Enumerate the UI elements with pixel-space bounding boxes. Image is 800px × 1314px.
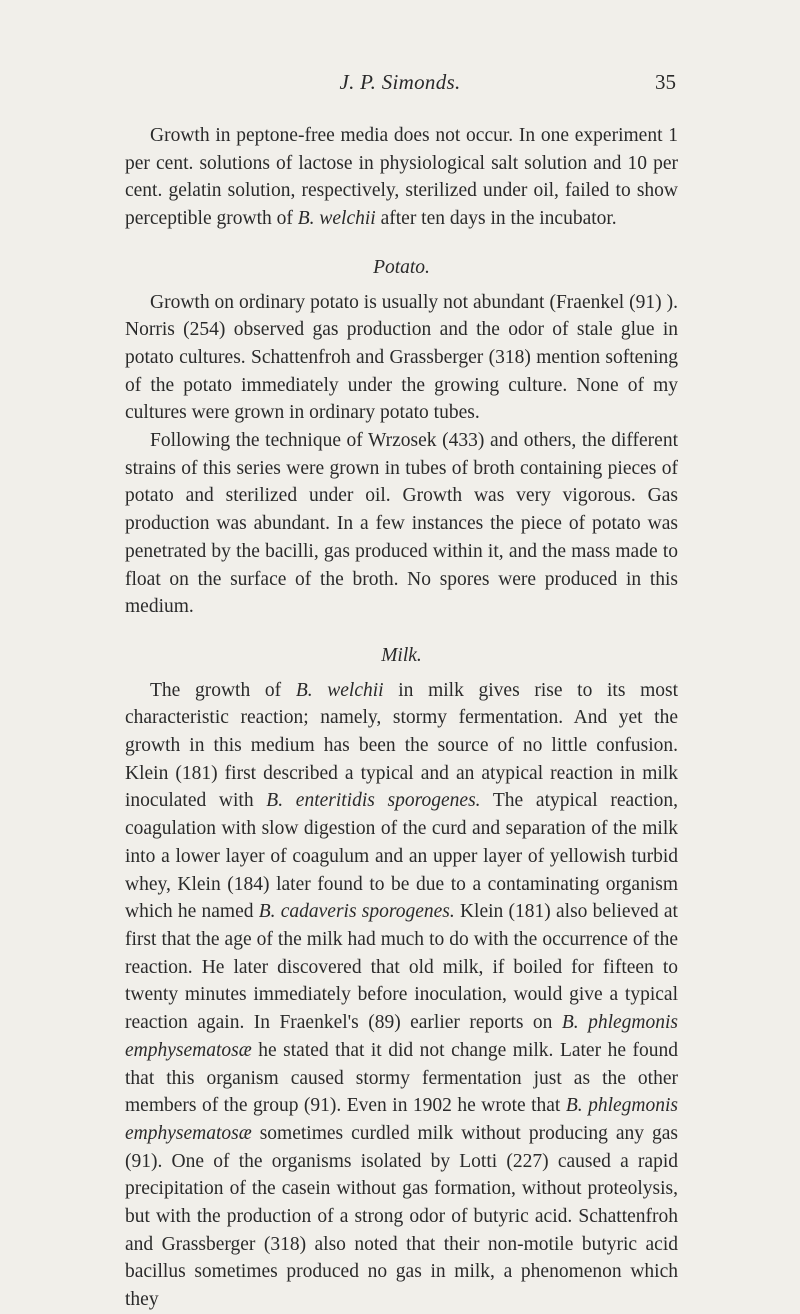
paragraph-text: The growth of <box>150 679 296 701</box>
running-header <box>124 70 676 102</box>
section-heading-potato: Potato. <box>373 256 430 278</box>
species-name: B. phlegmonis emphysematosæ <box>125 1095 678 1144</box>
paragraph-text: after ten days in the incubator. <box>375 208 617 230</box>
species-name: B. cadaveris sporogenes. <box>258 901 455 923</box>
paragraph-text: Growth in peptone-free media does not occur. In one experiment 1 per cent. solutions of lactose in physiological salt solution and 10 per cent. gelatin solution, respectively, sterilized under oil, failed to show perceptible growth of <box>125 125 678 230</box>
section-heading-milk: Milk. <box>381 644 422 666</box>
body-text <box>125 122 678 1314</box>
paragraph-text: in milk gives rise to its most characteristic reaction; namely, stormy fermentation. And yet the growth in this medium has been the source of no little confusion. Klein (181) first described a typical and an atypical reaction in milk inoculated with <box>125 679 679 812</box>
paragraph-text: The atypical reaction, coagulation with slow digestion of the curd and separation of the milk into a lower layer of coagulum and an upper layer of yellowish turbid whey, Klein (184) later found to be due to a contaminating organism which he named <box>125 790 679 923</box>
species-name: B. enteritidis sporogenes. <box>266 790 481 812</box>
paragraph-text: Klein (181) also believed at first that the age of the milk had much to do with the occurrence of the reaction. He later discovered that old milk, if boiled for fifteen to twenty minutes immediately before inoculation, would give a typical reaction again. In Fraenkel's (89) earlier reports on <box>125 901 678 1034</box>
paragraph-potato-growth: Growth on ordinary potato is usually not abundant (Fraenkel (91) ). Norris (254) observed gas production and the odor of stale glue in potato cultures. Schattenfroh and Grassberger (318) mention softening of the potato immediately under the growing culture. None of my cultures were grown in ordinary potato tubes. <box>125 291 678 424</box>
species-name: B. welchii <box>295 679 384 701</box>
paragraph-text: sometimes curdled milk without producing any gas (91). One of the organisms isolated by Lotti (227) caused a rapid precipitation of the casein without gas formation, without proteolysis, but with the production of a strong odor of butyric acid. Schattenfroh and Grassberger (318) also noted that their non-motile butyric acid bacillus sometimes produced no gas in milk, a phenomenon which they <box>125 1122 678 1311</box>
paragraph-peptone-free <box>125 122 678 233</box>
paragraph-text: he stated that it did not change milk. Later he found that this organism caused stormy fermentation just as the other members of the group (91). Even in 1902 he wrote that <box>125 1039 678 1117</box>
running-title: J. P. Simonds. <box>339 70 461 94</box>
species-name: B. phlegmonis emphysematosæ <box>125 1012 679 1061</box>
paragraph-milk-reaction <box>125 677 678 1314</box>
paragraph-wrzosek-technique: Following the technique of Wrzosek (433) and others, the different strains of this series were grown in tubes of broth containing pieces of potato and sterilized under oil. Growth was very vigorous. Gas production was abundant. In a few instances the piece of potato was penetrated by the bacilli, gas produced within it, and the mass made to float on the surface of the broth. No spores were produced in this medium. <box>125 430 678 618</box>
page-number: 35 <box>655 70 676 94</box>
species-name: B. welchii <box>297 208 376 230</box>
